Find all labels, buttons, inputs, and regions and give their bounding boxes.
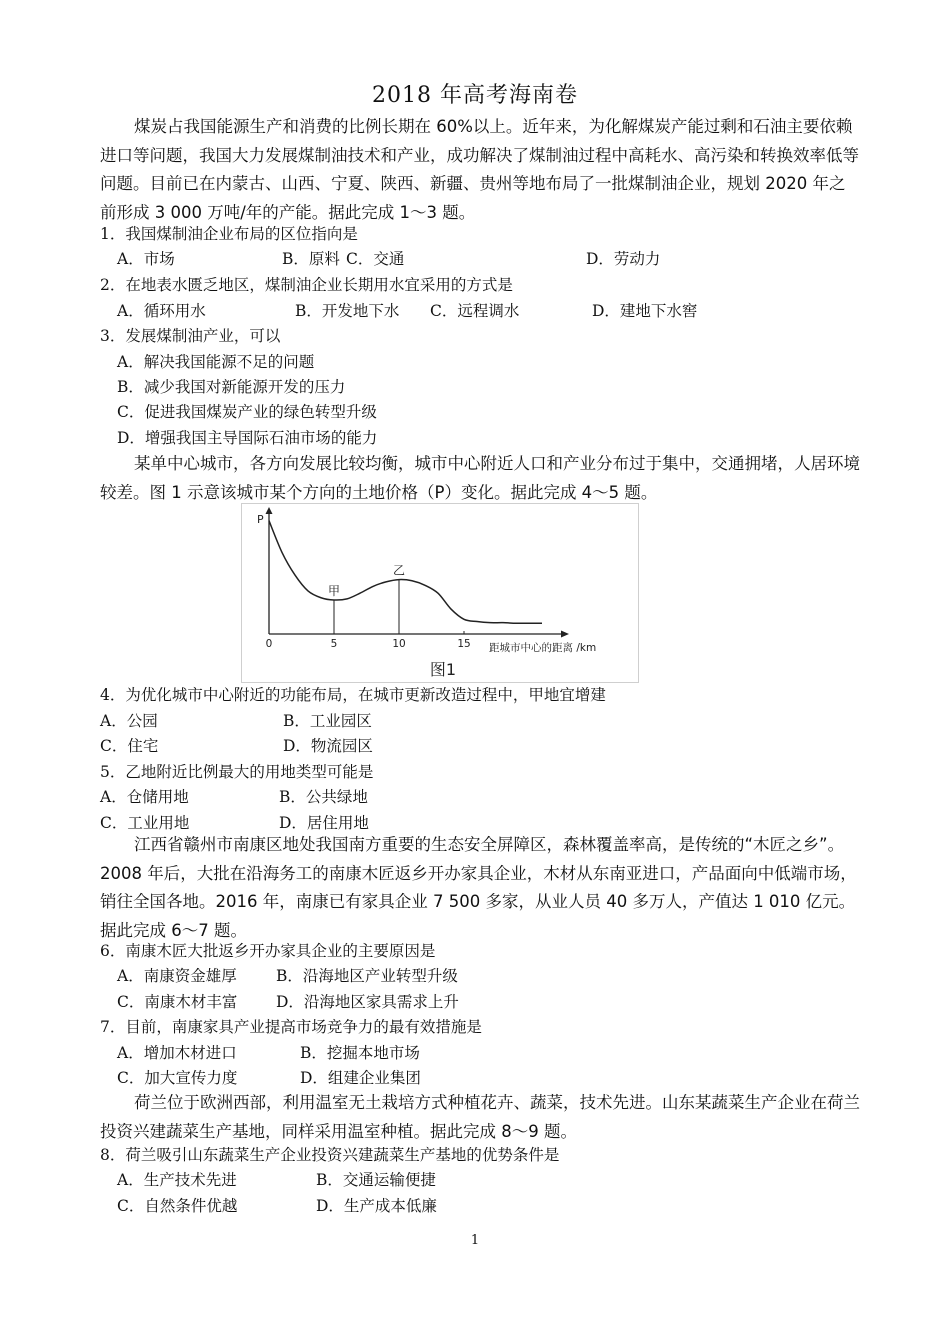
- question-4-option-a: A．公园: [100, 712, 158, 730]
- page-title: 2018 年高考海南卷: [372, 83, 578, 108]
- question-3-option-d: D．增强我国主导国际石油市场的能力: [117, 429, 378, 447]
- question-2-option-c: C．远程调水: [430, 302, 520, 320]
- annotation-label: 甲: [327, 584, 341, 598]
- question-5-option-d: D．居住用地: [279, 814, 369, 832]
- question-5-stem: 5．乙地附近比例最大的用地类型可能是: [100, 763, 374, 781]
- question-1-option-a: A．市场: [117, 250, 175, 268]
- passage-netherlands-greenhouse: 荷兰位于欧洲西部，利用温室无土栽培方式种植花卉、蔬菜，技术先进。山东某蔬菜生产企业在荷兰投资兴建蔬菜生产基地，同样采用温室种植。据此完成 8～9 题。: [100, 1093, 860, 1141]
- question-8-option-d: D．生产成本低廉: [316, 1197, 437, 1215]
- passage-city-land-price: 某单中心城市，各方向发展比较均衡，城市中心附近人口和产业分布过于集中，交通拥堵，人居环境较差。图 1 示意该城市某个方向的土地价格（P）变化。据此完成 4～5 题。: [100, 454, 860, 502]
- question-7-option-b: B．挖掘本地市场: [300, 1044, 420, 1062]
- question-7-stem: 7．目前，南康家具产业提高市场竞争力的最有效措施是: [100, 1018, 482, 1036]
- x-tick-label: 15: [457, 638, 471, 650]
- x-tick-label: 10: [392, 638, 406, 650]
- question-1-option-b: B．原料: [282, 250, 340, 268]
- passage-nankang-furniture: 江西省赣州市南康区地处我国南方重要的生态安全屏障区，森林覆盖率高，是传统的“木匠之乡”。2008 年后，大批在沿海务工的南康木匠返乡开办家具企业，木材从东南亚进口，产品面向中低端市场，销往全国各地。2016 年，南康已有家具企业 7 500 多家，从业人员 40 多万人，产值达 1 010 亿元。据此完成 6～7 题。: [100, 835, 857, 940]
- question-5-option-a: A．仓储用地: [100, 788, 189, 806]
- page-number: 1: [470, 1233, 480, 1248]
- question-1-stem: 1．我国煤制油企业布局的区位指向是: [100, 225, 358, 243]
- question-2-option-a: A．循环用水: [117, 302, 206, 320]
- question-6-option-b: B．沿海地区产业转型升级: [276, 967, 458, 985]
- question-1-option-d: D．劳动力: [586, 250, 661, 268]
- question-4-stem: 4．为优化城市中心附近的功能布局，在城市更新改造过程中，甲地宜增建: [100, 686, 606, 704]
- question-4-option-c: C．住宅: [100, 737, 159, 755]
- question-8-option-a: A．生产技术先进: [117, 1171, 237, 1189]
- question-7-option-d: D．组建企业集团: [300, 1069, 421, 1087]
- question-4-option-d: D．物流园区: [283, 737, 373, 755]
- question-2-stem: 2．在地表水匮乏地区，煤制油企业长期用水宜采用的方式是: [100, 276, 513, 294]
- question-2-option-d: D．建地下水窖: [592, 302, 698, 320]
- y-axis-label: P: [257, 513, 264, 526]
- question-3-stem: 3．发展煤制油产业，可以: [100, 327, 281, 345]
- question-4-option-b: B．工业园区: [283, 712, 372, 730]
- question-1-option-c: C．交通: [346, 250, 405, 268]
- x-tick-label: 0: [265, 638, 273, 650]
- question-6-stem: 6．南康木匠大批返乡开办家具企业的主要原因是: [100, 942, 436, 960]
- x-axis-label: 距城市中心的距离 /km: [489, 642, 597, 654]
- question-8-option-b: B．交通运输便捷: [316, 1171, 436, 1189]
- question-3-option-a: A．解决我国能源不足的问题: [117, 353, 315, 371]
- figure-caption: 图1: [429, 660, 457, 679]
- question-3-option-b: B．减少我国对新能源开发的压力: [117, 378, 346, 396]
- question-6-option-a: A．南康资金雄厚: [117, 967, 237, 985]
- question-5-option-b: B．公共绿地: [279, 788, 368, 806]
- question-6-option-c: C．南康木材丰富: [117, 993, 238, 1011]
- question-8-option-c: C．自然条件优越: [117, 1197, 238, 1215]
- question-3-option-c: C．促进我国煤炭产业的绿色转型升级: [117, 403, 377, 421]
- land-price-chart: [241, 503, 639, 683]
- passage-coal-to-oil: 煤炭占我国能源生产和消费的比例长期在 60%以上。近年来，为化解煤炭产能过剩和石油主要依赖进口等问题，我国大力发展煤制油技术和产业，成功解决了煤制油过程中高耗水、高污染和转换效率低等问题。目前已在内蒙古、山西、宁夏、陕西、新疆、贵州等地布局了一批煤制油企业，规划 2020 年之前形成 3 000 万吨/年的产能。据此完成 1～3 题。: [100, 117, 859, 222]
- chart-border: [242, 504, 639, 683]
- question-6-option-d: D．沿海地区家具需求上升: [276, 993, 459, 1011]
- x-tick-label: 5: [330, 638, 338, 650]
- question-8-stem: 8．荷兰吸引山东蔬菜生产企业投资兴建蔬菜生产基地的优势条件是: [100, 1146, 560, 1164]
- question-5-option-c: C．工业用地: [100, 814, 190, 832]
- annotation-label: 乙: [392, 563, 406, 578]
- question-7-option-a: A．增加木材进口: [117, 1044, 237, 1062]
- question-2-option-b: B．开发地下水: [295, 302, 400, 320]
- question-7-option-c: C．加大宣传力度: [117, 1069, 238, 1087]
